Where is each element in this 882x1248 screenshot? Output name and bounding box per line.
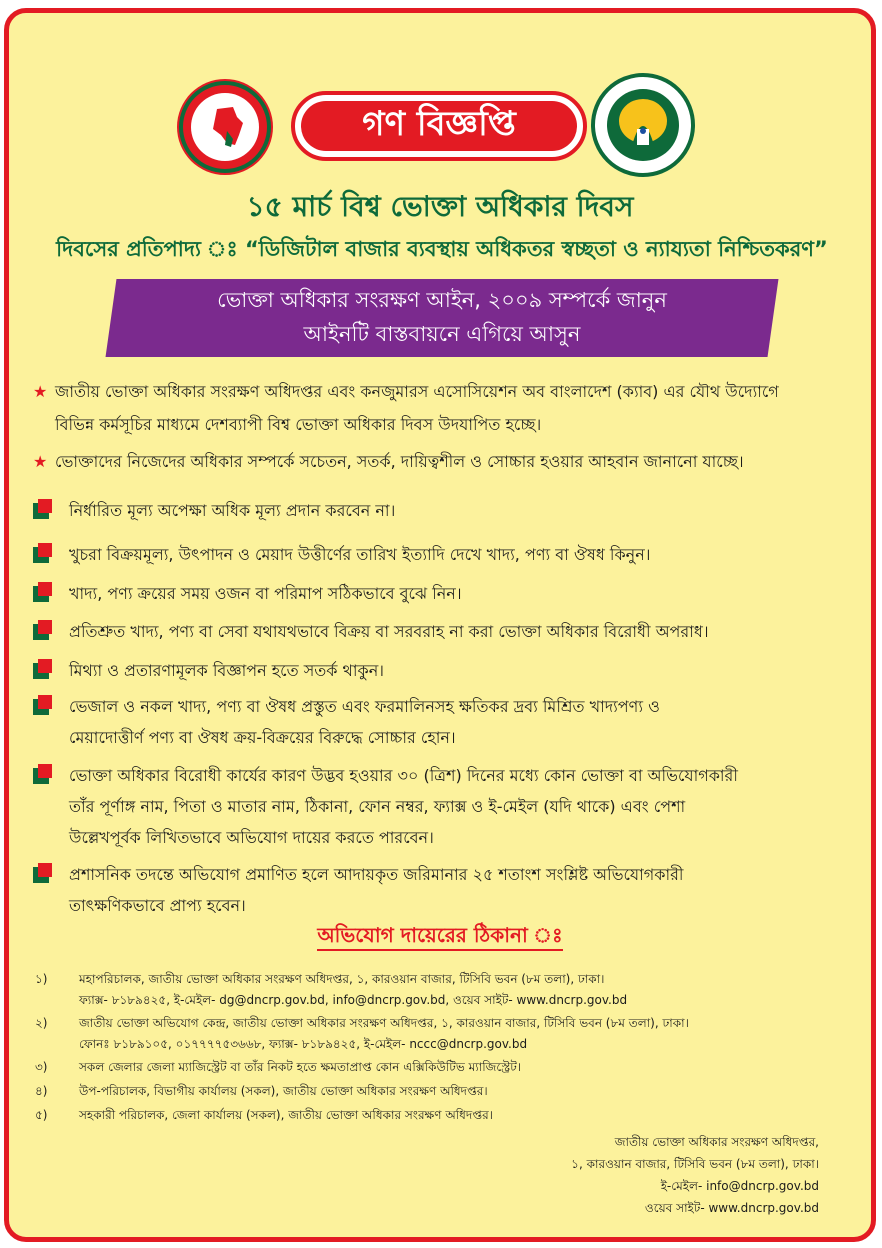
address-number: ১) <box>35 972 48 986</box>
address-number: ৩) <box>35 1060 48 1074</box>
bangladesh-map-icon <box>177 79 273 175</box>
list-item <box>33 578 843 609</box>
main-heading: ১৫ মার্চ বিশ্ব ভোক্তা অধিকার দিবস <box>246 190 634 223</box>
government-seal-logo <box>177 79 273 175</box>
list-item <box>33 495 843 526</box>
star-item-line: ভোক্তাদের নিজেদের অধিকার সম্পর্কে সচেতন, সতর্ক, দায়িত্বশীল ও সোচ্চার হওয়ার আহবান জানানো যাচ্ছে। <box>55 452 744 471</box>
address-item <box>35 1013 845 1055</box>
address-line: জাতীয় ভোক্তা অভিযোগ কেন্দ্র, জাতীয় ভোক্তা অধিকার সংরক্ষণ অধিদপ্তর, ১, কারওয়ান বাজার, টিসিবি ভবন (৮ম তলা), ঢাকা। <box>79 1016 689 1030</box>
list-item-text: প্রশাসনিক তদন্তে অভিযোগ প্রমাণিত হলে আদায়কৃত জরিমানার ২৫ শতাংশ সংশ্লিষ্ট অভিযোগকারী <box>69 865 684 884</box>
footer-address <box>429 1131 819 1219</box>
address-line: সকল জেলার জেলা ম্যাজিস্ট্রেট বা তাঁর নিকট হতে ক্ষমতাপ্রাপ্ত কোন এক্সিকিউটিভ ম্যাজিস্ট্রেট। <box>79 1060 522 1074</box>
bullet-icon <box>33 547 49 563</box>
list-item-text: নির্ধারিত মূল্য অপেক্ষা অধিক মূল্য প্রদান করবেন না। <box>69 501 396 520</box>
address-number: ২) <box>35 1016 48 1030</box>
list-item-text: তাঁর পূর্ণাঙ্গ নাম, পিতা ও মাতার নাম, ঠিকানা, ফোন নম্বর, ফ্যাক্স ও ই-মেইল (যদি থাকে) এবং পেশা <box>69 797 686 816</box>
address-item <box>35 1081 845 1102</box>
star-item <box>33 375 853 441</box>
banner-text <box>111 283 773 351</box>
list-item <box>33 760 843 853</box>
banner-line-2: আইনটি বাস্তবায়নে এগিয়ে আসুন <box>303 322 581 346</box>
list-item <box>33 616 843 647</box>
address-title-text: অভিযোগ দায়েরের ঠিকানা ঃ <box>317 923 562 951</box>
footer-website: ওয়েব সাইট- www.dncrp.gov.bd <box>644 1201 819 1215</box>
list-item <box>33 691 843 753</box>
address-item <box>35 1057 845 1078</box>
bullet-icon <box>33 586 49 602</box>
bullet-icon <box>33 503 49 519</box>
footer-line: জাতীয় ভোক্তা অধিকার সংরক্ষণ অধিদপ্তর, <box>614 1135 819 1149</box>
bullet-icon <box>33 699 49 715</box>
list-item-text: উল্লেখপূর্বক লিখিতভাবে অভিযোগ দায়ের করতে পারবেন। <box>69 828 434 847</box>
list-item-text: খাদ্য, পণ্য ক্রয়ের সময় ওজন বা পরিমাপ সঠিকভাবে বুঝে নিন। <box>69 584 462 603</box>
address-line: সহকারী পরিচালক, জেলা কার্যালয় (সকল), জাতীয় ভোক্তা অধিকার সংরক্ষণ অধিদপ্তর। <box>79 1108 493 1122</box>
list-item-text: তাৎক্ষণিকভাবে প্রাপ্য হবেন। <box>69 896 246 915</box>
bullet-icon <box>33 867 49 883</box>
poster-frame <box>4 8 876 1242</box>
star-icon: ★ <box>33 452 48 471</box>
dncrp-emblem-icon <box>591 73 695 177</box>
address-number: ৪) <box>35 1084 48 1098</box>
list-item-text: মেয়াদোত্তীর্ণ পণ্য বা ঔষধ ক্রয়-বিক্রয়ের বিরুদ্ধে সোচ্চার হোন। <box>69 728 456 747</box>
list-item <box>33 859 843 921</box>
list-item-text: প্রতিশ্রুত খাদ্য, পণ্য বা সেবা যথাযথভাবে বিক্রয় বা সরবরাহ না করা ভোক্তা অধিকার বিরোধী অপরাধ। <box>69 622 709 641</box>
dncrp-logo <box>591 73 695 177</box>
star-item <box>33 445 853 478</box>
bullet-icon <box>33 624 49 640</box>
list-item-text: ভোক্তা অধিকার বিরোধী কার্যের কারণ উদ্ভব হওয়ার ৩০ (ত্রিশ) দিনের মধ্যে কোন ভোক্তা বা অভিযোগকারী <box>69 766 738 785</box>
star-item-line: বিভিন্ন কর্মসূচির মাধ্যমে দেশব্যাপী বিশ্ব ভোক্তা অধিকার দিবস উদযাপিত হচ্ছে। <box>55 415 542 434</box>
address-line: ফ্যাক্স- ৮১৮৯৪২৫, ই-মেইল- dg@dncrp.gov.bd, info@dncrp.gov.bd, ওয়েব সাইট- www.dncrp.gov.bd <box>79 993 628 1007</box>
address-number: ৫) <box>35 1108 48 1122</box>
bullet-icon <box>33 768 49 784</box>
star-item-line: জাতীয় ভোক্তা অধিকার সংরক্ষণ অধিদপ্তর এবং কনজুমারস এসোসিয়েশন অব বাংলাদেশ (ক্যাব) এর যৌথ উদ্যোগে <box>55 382 779 401</box>
list-item-text: খুচরা বিক্রয়মূল্য, উৎপাদন ও মেয়াদ উত্তীর্ণের তারিখ ইত্যাদি দেখে খাদ্য, পণ্য বা ঔষধ কিনুন। <box>69 545 651 564</box>
star-icon: ★ <box>33 382 48 401</box>
address-title <box>9 921 871 954</box>
bullet-icon <box>33 663 49 679</box>
address-line: ফোনঃ ৮১৮৯১০৫, ০১৭৭৭৭৫৩৬৬৮, ফ্যাক্স- ৮১৮৯৪২৫, ই-মেইল- nccc@dncrp.gov.bd <box>79 1037 528 1051</box>
footer-line: ১, কারওয়ান বাজার, টিসিবি ভবন (৮ম তলা), ঢাকা। <box>571 1157 819 1171</box>
address-item <box>35 969 845 1011</box>
banner-line-1: ভোক্তা অধিকার সংরক্ষণ আইন, ২০০৯ সম্পর্কে জানুন <box>217 288 667 312</box>
theme-line: দিবসের প্রতিপাদ্য ঃ “ডিজিটাল বাজার ব্যবস্থায় অধিকতর স্বচ্ছতা ও ন্যায্যতা নিশ্চিতকরণ” <box>56 237 828 261</box>
address-line: উপ-পরিচালক, বিভাগীয় কার্যালয় (সকল), জাতীয় ভোক্তা অধিকার সংরক্ষণ অধিদপ্তর। <box>79 1084 488 1098</box>
footer-email: ই-মেইল- info@dncrp.gov.bd <box>660 1179 819 1193</box>
address-item <box>35 1105 845 1126</box>
list-item <box>33 539 843 570</box>
list-item-text: মিথ্যা ও প্রতারণামূলক বিজ্ঞাপন হতে সতর্ক থাকুন। <box>69 661 385 680</box>
page-title: গণ বিজ্ঞপ্তি <box>301 101 577 151</box>
address-line: মহাপরিচালক, জাতীয় ভোক্তা অধিকার সংরক্ষণ অধিদপ্তর, ১, কারওয়ান বাজার, টিসিবি ভবন (৮ম তলা), ঢাকা। <box>79 972 605 986</box>
title-badge <box>291 91 587 161</box>
list-item-text: ভেজাল ও নকল খাদ্য, পণ্য বা ঔষধ প্রস্তুত এবং ফরমালিনসহ ক্ষতিকর দ্রব্য মিশ্রিত খাদ্যপণ্য ও <box>69 697 660 716</box>
list-item <box>33 655 843 686</box>
